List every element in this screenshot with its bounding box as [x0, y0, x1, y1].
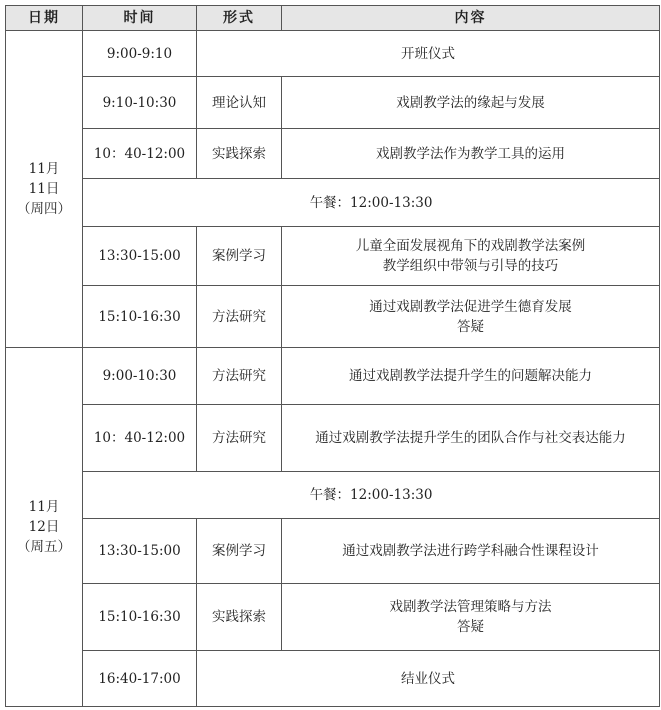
day-date: 12日 — [28, 519, 60, 535]
lunch-row — [6, 472, 660, 519]
time-cell: 9:00-9:10 — [83, 31, 197, 77]
content-line: 儿童全面发展视角下的戏剧教学法案例 — [355, 238, 586, 254]
day-cell — [6, 31, 83, 348]
time-cell: 16:40-17:00 — [83, 651, 197, 707]
schedule-table — [5, 5, 660, 707]
time-cell: 10：40-12:00 — [83, 129, 197, 179]
format-cell: 方法研究 — [197, 348, 282, 405]
content-cell — [282, 519, 660, 584]
header-time: 时间 — [83, 6, 197, 31]
day-month: 11月 — [28, 499, 60, 515]
content-line: 戏剧教学法的缘起与发展 — [396, 94, 545, 111]
lunch-cell: 午餐：12:00-13:30 — [83, 179, 660, 227]
day-weekday: （周五） — [17, 539, 71, 555]
content-line: 通过戏剧教学法促进学生德育发展 — [369, 298, 572, 315]
time-cell: 10：40-12:00 — [83, 405, 197, 472]
time-cell: 9:10-10:30 — [83, 77, 197, 129]
content-cell — [282, 77, 660, 129]
lunch-cell: 午餐：12:00-13:30 — [83, 472, 660, 519]
day-weekday: （周四） — [17, 201, 71, 217]
content-cell — [282, 227, 660, 286]
content-line: 戏剧教学法作为教学工具的运用 — [376, 145, 565, 162]
header-row — [6, 6, 660, 31]
day-date: 11日 — [28, 181, 60, 197]
schedule-row — [6, 348, 660, 405]
time-cell: 15:10-16:30 — [83, 584, 197, 651]
format-cell: 案例学习 — [197, 519, 282, 584]
schedule-row — [6, 227, 660, 286]
schedule-row — [6, 651, 660, 707]
format-cell: 案例学习 — [197, 227, 282, 286]
content-line: 教学组织中带领与引导的技巧 — [382, 258, 559, 274]
content-cell — [197, 31, 660, 77]
content-line: 结业仪式 — [401, 670, 455, 687]
content-cell — [282, 405, 660, 472]
time-cell: 15:10-16:30 — [83, 286, 197, 348]
day-cell — [6, 348, 83, 707]
header-format: 形式 — [197, 6, 282, 31]
schedule-row — [6, 286, 660, 348]
day-month: 11月 — [28, 161, 60, 177]
content-cell — [282, 286, 660, 348]
format-cell: 方法研究 — [197, 405, 282, 472]
time-cell: 13:30-15:00 — [83, 227, 197, 286]
content-line: 戏剧教学法管理策略与方法 — [389, 599, 552, 615]
content-line: 开班仪式 — [401, 45, 455, 62]
schedule-row — [6, 584, 660, 651]
content-line: 通过戏剧教学法提升学生的问题解决能力 — [349, 368, 592, 384]
time-cell: 13:30-15:00 — [83, 519, 197, 584]
schedule-row — [6, 31, 660, 77]
content-line: 通过戏剧教学法进行跨学科融合性课程设计 — [342, 543, 599, 559]
lunch-row — [6, 179, 660, 227]
content-cell — [282, 584, 660, 651]
header-content: 内容 — [282, 6, 660, 31]
schedule-row — [6, 129, 660, 179]
schedule-row — [6, 519, 660, 584]
content-cell — [282, 348, 660, 405]
content-cell — [197, 651, 660, 707]
format-cell: 理论认知 — [197, 77, 282, 129]
schedule-row — [6, 405, 660, 472]
schedule-row — [6, 77, 660, 129]
content-line: 通过戏剧教学法提升学生的团队合作与社交表达能力 — [315, 430, 626, 446]
format-cell: 方法研究 — [197, 286, 282, 348]
content-line: 答疑 — [457, 619, 484, 635]
content-cell — [282, 129, 660, 179]
header-date: 日期 — [6, 6, 83, 31]
format-cell: 实践探索 — [197, 584, 282, 651]
format-cell: 实践探索 — [197, 129, 282, 179]
content-line: 答疑 — [457, 318, 484, 335]
time-cell: 9:00-10:30 — [83, 348, 197, 405]
